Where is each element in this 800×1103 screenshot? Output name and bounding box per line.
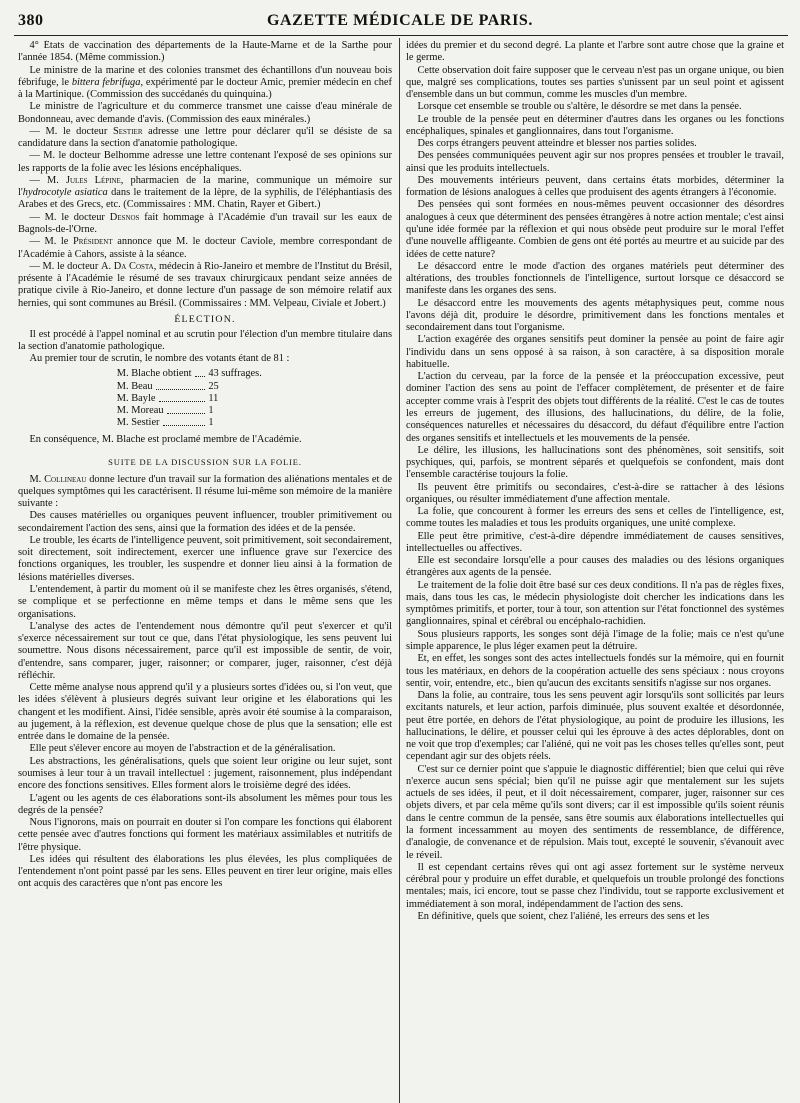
- text-run: La folie, que concourent à former les erreurs des sens et celles de l'intelligence, est, comme toutes les maladies et tous les produits organiques, une unité complexe.: [406, 506, 784, 530]
- small-caps-name: Jules Lépine: [65, 174, 121, 186]
- paragraph: [406, 101, 784, 113]
- candidate-name: M. Moreau: [116, 405, 164, 417]
- candidate-name: M. Blache obtient: [116, 368, 192, 380]
- journal-title: GAZETTE MÉDICALE DE PARIS.: [266, 12, 533, 29]
- text-run: annonce que M. le docteur Caviole, membre correspondant de l'Académie à Cahors, assiste à la séance.: [18, 236, 392, 260]
- vote-candidate: [117, 417, 209, 429]
- text-run: adresse une lettre pour déclarer qu'il se désiste de sa candidature dans la section d'anatomie pathologique.: [18, 125, 392, 150]
- small-caps-name: Président: [73, 236, 113, 248]
- paragraph: [18, 743, 392, 755]
- text-run: Et, en effet, les songes sont des actes intellectuels fondés sur la mémoire, qui en fournit tous les matériaux, en dehors de la coopération actuelle des sens spéciaux : nous croyons sentir, voir, entendre, etc., bien qu'aucun des excitants sensitifs n'agisse sur nos organes.: [406, 653, 784, 689]
- paragraph: [406, 199, 784, 260]
- vote-row: [18, 405, 392, 417]
- text-run: Il est procédé à l'appel nominal et au scrutin pour l'élection d'un membre titulaire dans la section d'anatomie pathologique.: [18, 328, 392, 353]
- paragraph: [406, 334, 784, 371]
- text-run: Le ministre de la marine et des colonies transmet des échantillons d'un nouveau bois fébrifuge, le: [18, 64, 392, 88]
- paragraph: [406, 911, 784, 923]
- paragraph: [18, 474, 392, 511]
- paragraph: [18, 150, 392, 175]
- text-run: Sous plusieurs rapports, les songes sont déjà l'image de la folie; mais ce n'est qu'une simple apparence, le plus léger examen peut la détruire.: [406, 628, 784, 653]
- vote-candidate: [117, 393, 209, 405]
- text-run: — M.: [29, 174, 66, 186]
- dot-leader: [163, 417, 205, 426]
- candidate-name: M. Sestier: [116, 417, 160, 429]
- text-run: L'action du cerveau, par la force de la pensée et la préoccupation excessive, peut dominer l'action des sens au point de l'effacer complètement, de présenter et de faire accepter comme vrais à l'esprit des objets tout différents de la réalité. C'est le cas de toutes les erreurs de jugement, des illusions, des hallucinations, du délire, de la folie, conséquences naturelles et nécessaires du désaccord, du défaut d'équilibre entre l'action des organes sensitifs et intellectuels et les mouvements de la pensée.: [406, 371, 784, 444]
- text-run: , médecin à Rio-Janeiro et membre de l'Institut du Brésil, présente à l'Académie le résumé de ses travaux chirurgicaux pendant seize années de pratique civile à Rio-Janeiro, et donne lecture d'un passage de son mémoire relatif aux hernies, qui sont communes au Brésil. (Commissaires : MM. Velpeau, Civiale et Jobert.): [18, 260, 392, 309]
- candidate-name: M. Beau: [116, 380, 153, 392]
- paragraph: [18, 126, 392, 151]
- paragraph: [18, 854, 392, 891]
- text-run: — M. le docteur: [29, 125, 113, 137]
- text-run: Des pensées communiquées peuvent agir sur nos propres pensées et troubler le travail, ainsi que les produits intellectuels.: [406, 150, 784, 174]
- paragraph: [406, 65, 784, 102]
- vote-count: 1: [208, 417, 214, 429]
- vote-count: 11: [208, 392, 219, 404]
- text-run: C'est sur ce dernier point que s'appuie le diagnostic différentiel; bien que celui qui rêve n'exerce aucun sens spécial; bien qu'il ne puisse agir que mentalement sur les sujets actuels de ses idées, il peut, et il doit nécessairement, comparer, juger, raisonner sur ces objets divers, et par cela même qu'ils sont divers; car il est impossible qu'ils soient réunis dans le centre commun de la pensée, sans être soumis aux élaborations intellectuelles qui la forment incessamment au moyen des sentiments de ressemblance, de différence, d'analogie, de convenance et de répulsion. Mais tout, excepté le souvenir, s'évanouit avec le réveil.: [406, 763, 784, 861]
- paragraph: [406, 175, 784, 200]
- text-run: Les abstractions, les généralisations, quels que soient leur origine ou leur sujet, sont soumises à leur tour à un travail intellectuel : jugement, raisonnement, plus indépendant encore des fonctions sensitives. Elles forment alors le troisième degré des idées.: [18, 755, 392, 792]
- paragraph: [406, 531, 784, 556]
- text-run: Les idées qui résultent des élaborations les plus élevées, les plus compliquées de l'entendement n'ont point passé par les sens. Elles peuvent en tirer leur origine, mais elles ont acquis des caractères que n'ont pas encore les: [18, 853, 392, 890]
- paragraph: [18, 236, 392, 261]
- text-run: 4° États de vaccination des départements de la Haute-Marne et de la Sarthe pour l'année 1854. (Même commission.): [18, 40, 392, 64]
- left-column: [18, 40, 392, 1098]
- paragraph: [18, 793, 392, 818]
- text-run: Le ministre de l'agriculture et du commerce transmet une caisse d'eau minérale de Bondonneau, avec demande d'avis. (Commission des eaux minérales.): [18, 101, 392, 125]
- candidate-name: M. Bayle: [116, 392, 156, 404]
- text-run: Le désaccord entre les mouvements des agents métaphysiques peut, comme nous l'avons déjà dit, produire le désordre, primitivement dans les fonctions mentales et secondairement dans tout l'organisme.: [406, 297, 784, 334]
- vote-candidate: [117, 381, 209, 393]
- small-caps-name: Collineau: [44, 473, 87, 485]
- vote-candidate: [117, 368, 209, 380]
- vote-count: 43 suffrages.: [208, 368, 262, 380]
- text-run: dans le traitement de la lèpre, de la syphilis, de l'éléphantiasis des Arabes et des Grecs, etc. (Commissaires : MM. Chatin, Rayer et Gibert.): [18, 187, 392, 211]
- paragraph: [18, 329, 392, 354]
- text-run: Le désaccord entre le mode d'action des organes matériels peut déterminer des altérations, des troubles fonctionnels de l'intelligence, surtout lorsque ce désaccord se manifeste dans les organes des sens.: [406, 260, 784, 297]
- text-run: Cette observation doit faire supposer que le cerveau n'est pas un organe unique, ou bien que, malgré ses complications, toutes ses parties s'unissent par un seul point et agissent d'ensemble dans un but commun, comme les muscles d'un membre.: [406, 64, 784, 101]
- paragraph: [406, 40, 784, 65]
- paragraph: [18, 353, 392, 365]
- small-caps-name: Sestier: [112, 125, 143, 137]
- right-column: [406, 40, 784, 1098]
- page-number: 380: [18, 12, 44, 29]
- dot-leader: [156, 381, 204, 390]
- text-run: Ils peuvent être primitifs ou secondaires, c'est-à-dire se rattacher à des lésions organiques, ou résulter immédiatement d'une affection mentale.: [406, 481, 784, 505]
- paragraph: [18, 434, 392, 446]
- paragraph: [406, 690, 784, 764]
- paragraph: [406, 114, 784, 139]
- dot-leader: [167, 405, 205, 414]
- paragraph: [406, 653, 784, 690]
- paragraph: [406, 580, 784, 629]
- text-run: — M. le docteur: [29, 211, 110, 223]
- text-run: Cette même analyse nous apprend qu'il y a plusieurs sortes d'idées ou, si l'on veut, que les idées s'élèvent à plusieurs degrés suivant leur origine et les élaborations qui les changent et les modifient. Ainsi, l'idée sensible, après avoir été soumise à la comparaison, au jugement, à la réflexion, est devenue quelque chose de plus que la sensation; elle est entrée dans le domaine de la pensée.: [18, 682, 392, 743]
- vote-row: [18, 381, 392, 393]
- text-run: En définitive, quels que soient, chez l'aliéné, les erreurs des sens et les: [417, 910, 710, 922]
- text-run: Elle peut être primitive, c'est-à-dire dépendre immédiatement de causes sensitives, intellectuelles ou affectives.: [406, 530, 784, 554]
- text-run: Lorsque cet ensemble se trouble ou s'altère, le désordre se met dans la pensée.: [417, 101, 742, 113]
- text-run: L'analyse des actes de l'entendement nous démontre qu'il peut s'exercer et qu'il s'exerce nécessairement sur tout ce que, dans l'état physiologique, les sens peuvent lui soumettre. Nous disons nécessairement, parce qu'il est impossible de sentir, de voir, d'entendre, sans comparer, juger, raisonner; or comparer, juger, raisonner, c'est déjà réfléchir.: [18, 620, 392, 681]
- text-run: L'agent ou les agents de ces élaborations sont-ils absolument les mêmes pour tous les degrés de la pensée?: [18, 792, 392, 816]
- paragraph: [406, 555, 784, 580]
- text-run: Le trouble de la pensée peut en déterminer d'autres dans les organes ou les fonctions encéphaliques, spinales et ganglionnaires, dans tout l'organisme.: [406, 113, 784, 137]
- header-rule: [14, 35, 788, 36]
- text-run: , pharmacien de la marine, communique un mémoire sur l': [18, 174, 392, 199]
- column-divider: [399, 38, 400, 1103]
- paragraph: [18, 261, 392, 310]
- paragraph: [406, 764, 784, 862]
- italic-term: hydrocotyle asiatica: [22, 187, 108, 199]
- paragraph: [406, 138, 784, 150]
- paragraph: [406, 445, 784, 482]
- paragraph: [18, 510, 392, 535]
- text-run: Dans la folie, au contraire, tous les sens peuvent agir lorsqu'ils sont sollicités par leurs excitants naturels, et leur action, parfois diminuée, plus souvent exaltée et désordonnée, peut être portée, en dehors de l'état physiologique, au point de produire les illusions, les hallucinations, le délire, et pousser celui qui les éprouve à des actes déplorables, dont on ne voit que trop d'exemples; car l'aliéné, qui ne voit pas les choses telles qu'elles sont, peut cependant agir sur des objets réels.: [406, 690, 784, 763]
- vote-candidate: [117, 405, 209, 417]
- text-run: Le délire, les illusions, les hallucinations sont des phénomènes, soit sensitifs, soit psychiques, qui, parfois, se montrent séparés et quelquefois se confondent, mais dont l'ensemble caractérise toujours la folie.: [406, 444, 784, 481]
- small-caps-name: A. Da Costa: [101, 260, 154, 272]
- paragraph: [18, 621, 392, 682]
- paragraph: [18, 756, 392, 793]
- paragraph: [18, 682, 392, 743]
- text-run: Au premier tour de scrutin, le nombre des votants étant de 81 :: [29, 353, 290, 365]
- text-run: idées du premier et du second degré. La plante et l'arbre sont autre chose que la graine et le germe.: [406, 40, 784, 64]
- paragraph: [18, 584, 392, 621]
- text-run: L'entendement, à partir du moment où il se manifeste chez les êtres organisés, s'étend, se complique et se perfectionne en même temps et dans le même sens que les organisations.: [18, 584, 392, 620]
- text-run: Le trouble, les écarts de l'intelligence peuvent, soit primitivement, soit secondairement, soit directement, soit indirectement, exercer une influence grave sur l'exercice des fonctions organiques, les troubler, les suspendre et donner lieu ainsi à la formation de lésions matérielles diverses.: [18, 534, 392, 583]
- text-run: Il est cependant certains rêves qui ont agi assez fortement sur le système nerveux cérébral pour y produire un effet durable, et quelquefois un trouble prolongé des fonctions mentales; mais, ici encore, tout se passe chez l'individu, tout se rapporte exclusivement et immédiatement à son moral, indépendamment de l'action des sens.: [406, 861, 784, 910]
- text-run: Des causes matérielles ou organiques peuvent influencer, troubler primitivement ou secondairement l'action des sens, ainsi que la formation des idées et de la pensée.: [18, 510, 392, 534]
- italic-term: bittera febrifuga: [71, 76, 141, 88]
- vote-row: [18, 368, 392, 380]
- vote-results: [18, 368, 392, 429]
- paragraph: [406, 261, 784, 298]
- text-run: Des pensées qui sont formées en nous-mêmes peuvent occasionner des désordres analogues à ceux que déterminent des pensées étrangères à notre action mentale; c'est ainsi qu'une idée formée par la réflexion et qui nous obsède peut produire sur le moral l'effet d'une nouvelle affligeante. Combien de gens ont été portés au meurtre et au suicide par des idées de cette nature?: [406, 199, 784, 260]
- paragraph: [18, 817, 392, 854]
- small-caps-name: Desnos: [109, 211, 140, 223]
- paragraph: [18, 175, 392, 212]
- text-run: — M. le docteur Belhomme adresse une lettre contenant l'exposé de ses opinions sur les rapports de la folie avec les lésions encéphaliques.: [18, 150, 392, 174]
- paragraph: [18, 101, 392, 126]
- text-run: M.: [29, 473, 45, 485]
- text-run: donne lecture d'un travail sur la formation des aliénations mentales et de quelques symptômes qui les caractérisent. Il résume lui-même son mémoire de la manière suivante :: [18, 473, 392, 510]
- text-run: — M. le docteur: [29, 260, 102, 272]
- text-run: L'action exagérée des organes sensitifs peut dominer la pensée au point de faire agir l'individu dans un sens opposé à sa raison, à son caractère, à sa disposition morale habituelle.: [406, 334, 784, 370]
- section-heading: ÉLECTION.: [174, 314, 236, 326]
- section-title: SUITE DE LA DISCUSSION SUR LA FOLIE.: [108, 456, 302, 467]
- paragraph: [406, 862, 784, 911]
- paragraph: [406, 506, 784, 531]
- text-run: Des corps étrangers peuvent atteindre et blesser nos parties solides.: [417, 138, 697, 150]
- paragraph: [18, 535, 392, 584]
- text-run: Le traitement de la folie doit être basé sur ces deux conditions. Il n'a pas de règles fixes, mais, dans tous les cas, le médecin physiologiste doit chercher les indications dans les symptômes primitifs, et porter, tour à tour, son attention sur l'état fonctionnel des systèmes ganglionnaires, spinal et cérébral ou encéphalo-rachidien.: [406, 579, 784, 628]
- paragraph: [18, 65, 392, 102]
- text-run: Elle est secondaire lorsqu'elle a pour causes des maladies ou des lésions organiques étrangères aux agents de la pensée.: [406, 555, 784, 579]
- paragraph: [406, 150, 784, 175]
- text-run: fait hommage à l'Académie d'un travail sur les eaux de Bagnols-de-l'Orne.: [18, 211, 392, 235]
- text-run: Des mouvements intérieurs peuvent, dans certains états morbides, déterminer la formation de lésions analogues à celles que produisent des agents étrangers à l'économie.: [406, 174, 784, 199]
- text-run: Nous l'ignorons, mais on pourrait en douter si l'on compare les fonctions qui élaborent cette pensée avec d'autres fonctions qui forment les matériaux assimilables et nutritifs de l'être physique.: [18, 817, 392, 853]
- text-run: — M. le: [29, 236, 74, 248]
- paragraph: [18, 40, 392, 65]
- text-run: , expérimenté par le docteur Amic, premier médecin en chef à la Martinique. (Commission des succédanés du quinquina.): [18, 76, 392, 101]
- paragraph: [406, 629, 784, 654]
- paragraph: [18, 212, 392, 237]
- paragraph: [406, 371, 784, 445]
- paragraph: [406, 298, 784, 335]
- vote-row: [18, 417, 392, 429]
- vote-count: 1: [208, 405, 214, 417]
- dot-leader: [159, 393, 205, 402]
- text-run: En conséquence, M. Blache est proclamé membre de l'Académie.: [29, 434, 302, 446]
- paragraph: [406, 482, 784, 507]
- dot-leader: [195, 368, 205, 377]
- vote-row: [18, 393, 392, 405]
- text-run: Elle peut s'élever encore au moyen de l'abstraction et de la généralisation.: [29, 743, 336, 755]
- vote-count: 25: [208, 380, 219, 392]
